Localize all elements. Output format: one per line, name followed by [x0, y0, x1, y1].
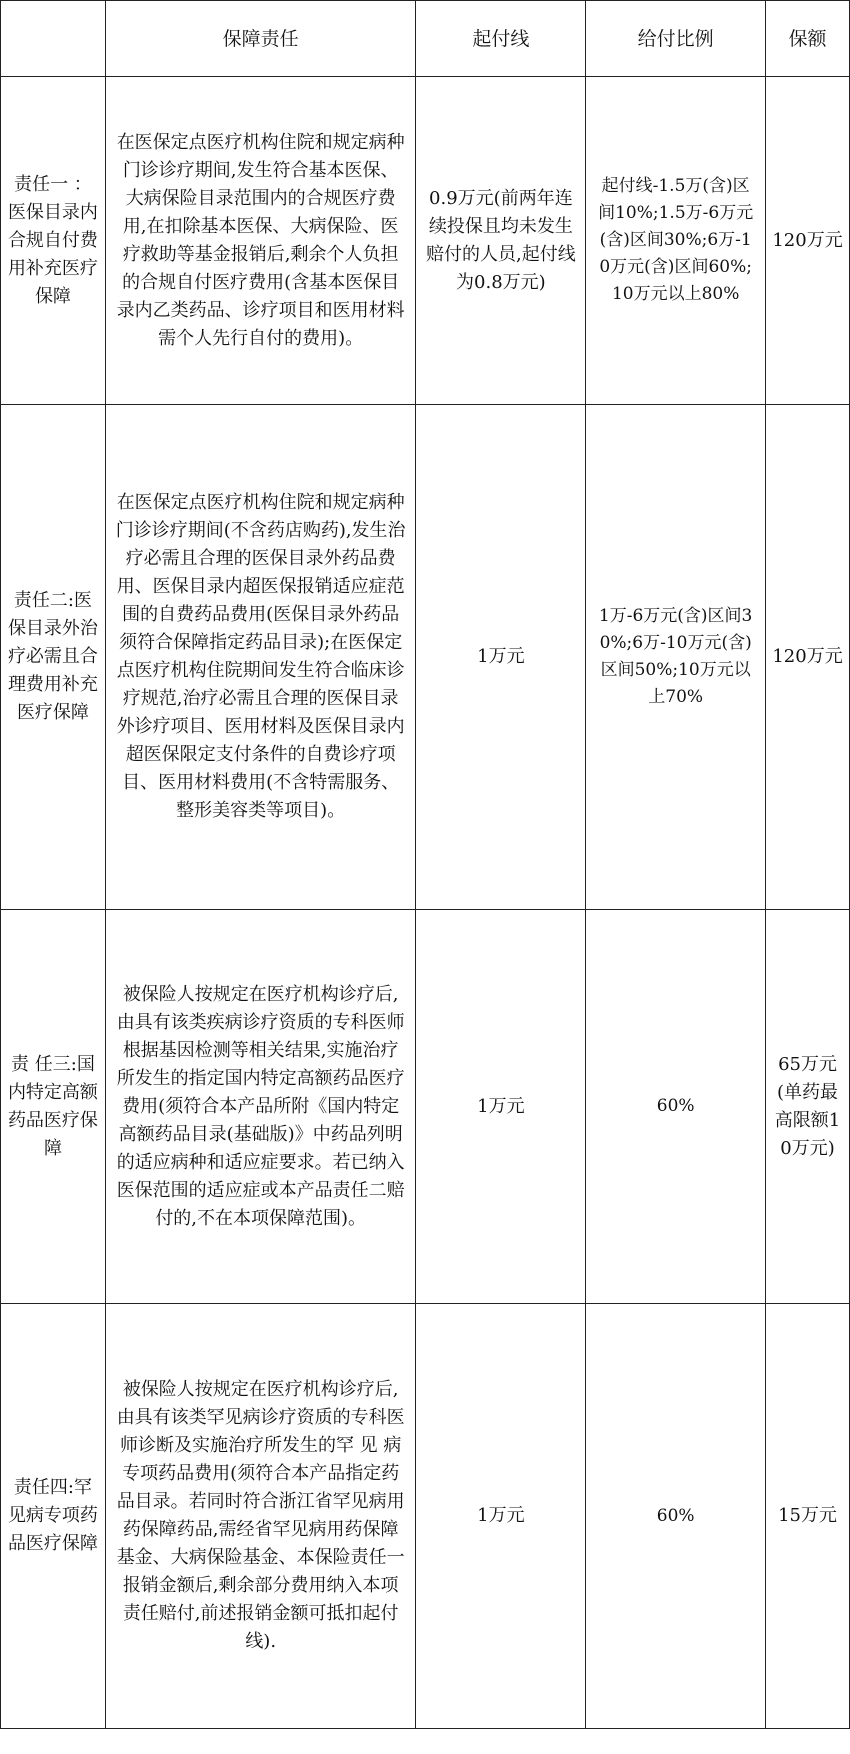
row-name: 责 任三:国内特定高额药品医疗保障: [1, 910, 106, 1304]
row-deductible: 1万元: [416, 405, 586, 910]
header-ratio: 给付比例: [586, 1, 766, 77]
row-amount: 120万元: [766, 77, 850, 405]
row-description: 被保险人按规定在医疗机构诊疗后,由具有该类罕见病诊疗资质的专科医师诊断及实施治疗所发生的罕 见 病专项药品费用(须符合本产品指定药品目录。若同时符合浙江省罕见病用药保障药品,需经省罕见病用药保障基金、大病保险基金、本保险责任一报销金额后,剩余部分费用纳入本项责任赔付,前述报销金额可抵扣起付线).: [105, 1304, 416, 1729]
row-description: 被保险人按规定在医疗机构诊疗后,由具有该类疾病诊疗资质的专科医师根据基因检测等相关结果,实施治疗所发生的指定国内特定高额药品医疗费用(须符合本产品所附《国内特定高额药品目录(基础版)》中药品列明的适应病种和适应症要求。若已纳入医保范围的适应症或本产品责任二赔付的,不在本项保障范围)。: [105, 910, 416, 1304]
header-coverage: 保障责任: [105, 1, 416, 77]
table-row: [1, 405, 850, 910]
row-name: 责任四:罕见病专项药品医疗保障: [1, 1304, 106, 1729]
table-row: [1, 77, 850, 405]
row-ratio: 60%: [586, 910, 766, 1304]
row-description: 在医保定点医疗机构住院和规定病种门诊诊疗期间,发生符合基本医保、大病保险目录范围内的合规医疗费用,在扣除基本医保、大病保险、医疗救助等基金报销后,剩余个人负担的合规自付医疗费用(含基本医保目录内乙类药品、诊疗项目和医用材料需个人先行自付的费用)。: [105, 77, 416, 405]
row-ratio: 起付线-1.5万(含)区间10%;1.5万-6万元(含)区间30%;6万-10万元(含)区间60%;10万元以上80%: [586, 77, 766, 405]
row-deductible: 1万元: [416, 910, 586, 1304]
row-ratio: 60%: [586, 1304, 766, 1729]
row-amount: 15万元: [766, 1304, 850, 1729]
table-row: [1, 910, 850, 1304]
row-deductible: 0.9万元(前两年连续投保且均未发生赔付的人员,起付线为0.8万元): [416, 77, 586, 405]
table-row: [1, 1304, 850, 1729]
header-blank: [1, 1, 106, 77]
row-name: 责任一 ：医保目录内合规自付费用补充医疗保障: [1, 77, 106, 405]
row-description: 在医保定点医疗机构住院和规定病种门诊诊疗期间(不含药店购药),发生治疗必需且合理的医保目录外药品费用、医保目录内超医保报销适应症范围的自费药品费用(医保目录外药品须符合保障指定药品目录);在医保定点医疗机构住院期间发生符合临床诊疗规范,治疗必需且合理的医保目录外诊疗项目、医用材料及医保目录内超医保限定支付条件的自费诊疗项目、医用材料费用(不含特需服务、整形美容类等项目)。: [105, 405, 416, 910]
row-ratio: 1万-6万元(含)区间30%;6万-10万元(含)区间50%;10万元以上70%: [586, 405, 766, 910]
row-deductible: 1万元: [416, 1304, 586, 1729]
header-amount: 保额: [766, 1, 850, 77]
row-amount: 65万元(单药最高限额10万元): [766, 910, 850, 1304]
row-amount: 120万元: [766, 405, 850, 910]
row-name: 责任二:医保目录外治疗必需且合理费用补充医疗保障: [1, 405, 106, 910]
header-deductible: 起付线: [416, 1, 586, 77]
table-header-row: [1, 1, 850, 77]
